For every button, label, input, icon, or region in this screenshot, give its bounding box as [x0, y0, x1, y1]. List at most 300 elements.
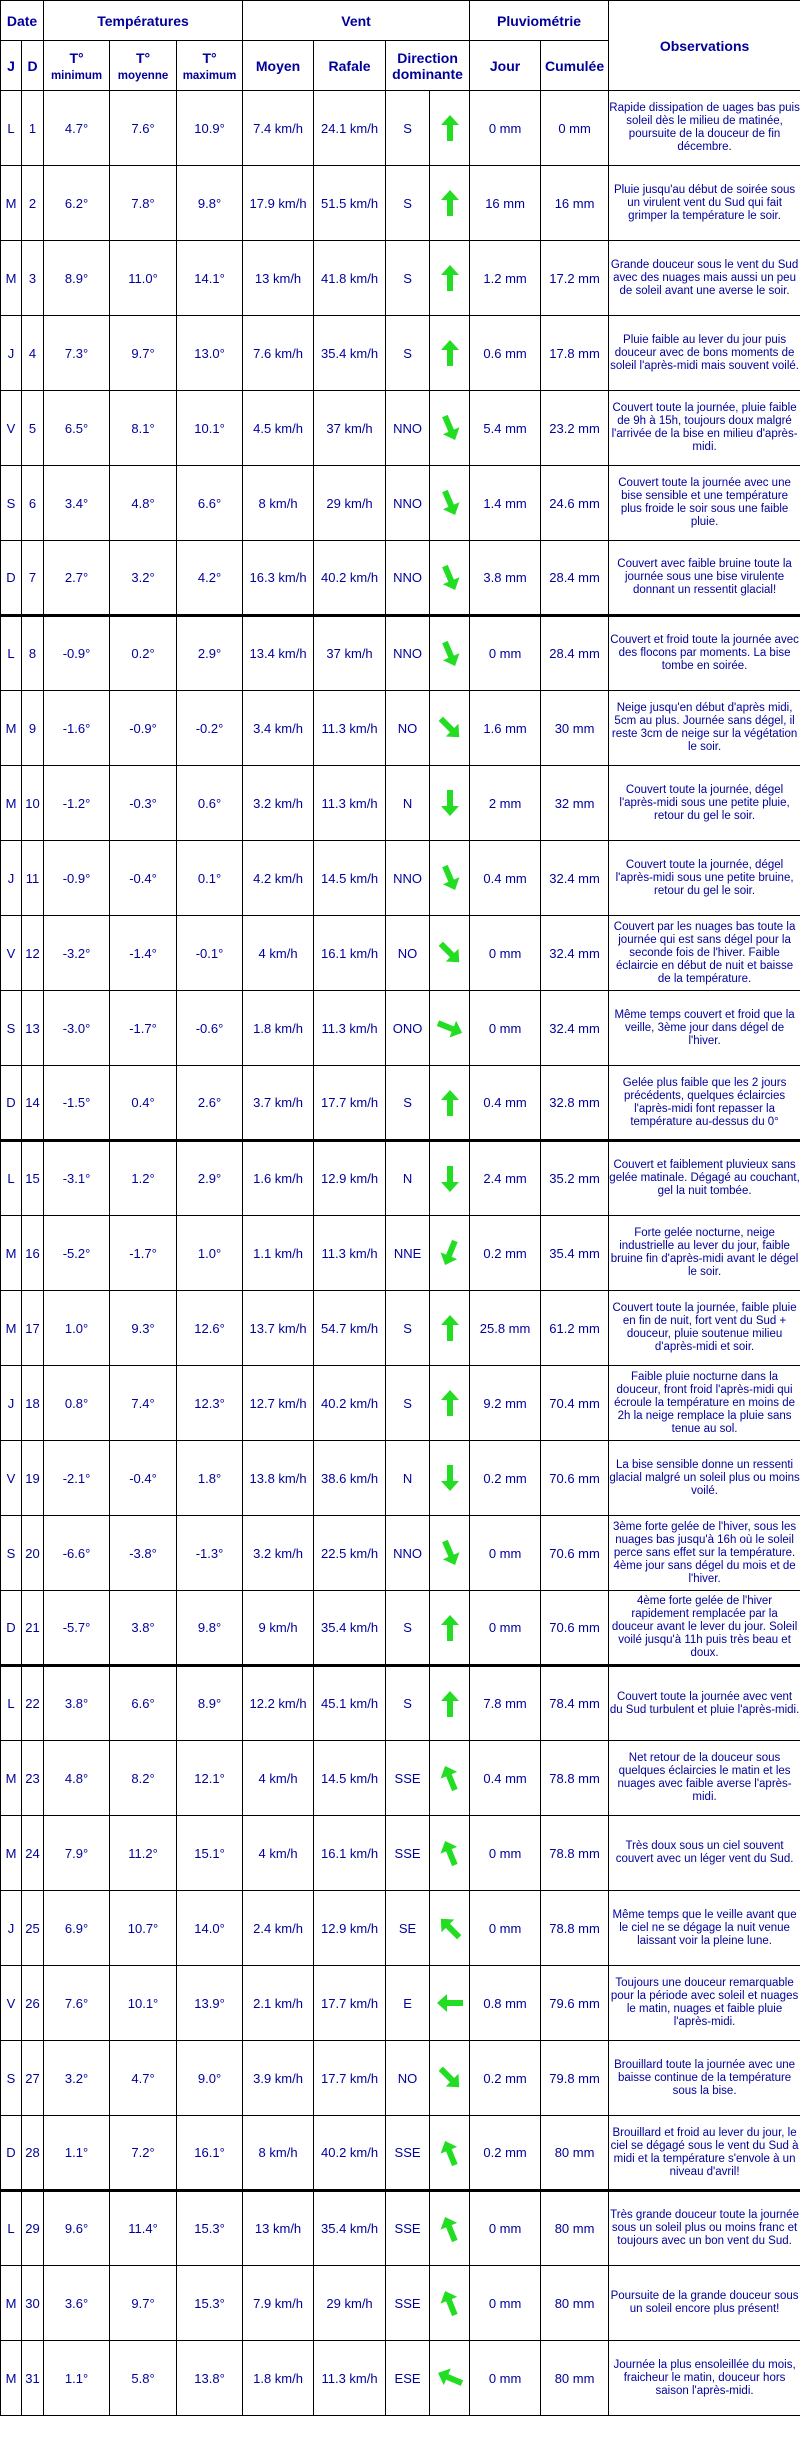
wind-direction-cell: ESE — [386, 2341, 430, 2416]
tmoy-cell: 9.3° — [110, 1291, 177, 1366]
tmin-cell: -3.0° — [44, 991, 110, 1066]
pluvio-header: Pluviométrie — [470, 1, 609, 41]
table-row — [1, 466, 800, 541]
wind-arrow-cell — [430, 2041, 470, 2116]
tmax-cell: 12.1° — [177, 1741, 243, 1816]
wind-avg-cell: 13.7 km/h — [243, 1291, 314, 1366]
observation-cell: Très grande douceur toute la journée sous un soleil plus ou moins franc et toujours avec un bon vent du Sud. — [609, 2191, 800, 2266]
wind-arrow-icon — [437, 413, 463, 443]
wind-avg-cell: 8 km/h — [243, 466, 314, 541]
wind-arrow-icon — [437, 2214, 463, 2244]
wind-direction-cell: NNE — [386, 1216, 430, 1291]
tmin-cell: 3.8° — [44, 1666, 110, 1741]
wind-arrow-cell — [430, 691, 470, 766]
tmax-cell: 15.3° — [177, 2266, 243, 2341]
wind-arrow-cell — [430, 1816, 470, 1891]
observation-cell: La bise sensible donne un ressenti glacial malgré un soleil plus ou moins voilé. — [609, 1441, 800, 1516]
wind-avg-cell: 2.1 km/h — [243, 1966, 314, 2041]
rain-day-cell: 0.2 mm — [470, 1441, 541, 1516]
tmin-cell: 3.4° — [44, 466, 110, 541]
day-letter-cell: M — [1, 2266, 22, 2341]
observations-header: Observations — [609, 1, 800, 91]
observation-cell: Brouillard et froid au lever du jour, le ciel se dégagé sous le vent du Sud à midi et la température s'envole à un niveau d'avril! — [609, 2116, 800, 2191]
wind-avg-cell: 12.7 km/h — [243, 1366, 314, 1441]
table-row — [1, 241, 800, 316]
day-number-cell: 24 — [22, 1816, 44, 1891]
wind-gust-cell: 35.4 km/h — [314, 1591, 386, 1666]
wind-gust-cell: 12.9 km/h — [314, 1141, 386, 1216]
wind-arrow-icon — [437, 113, 463, 143]
rain-day-cell: 0.8 mm — [470, 1966, 541, 2041]
observation-cell: Toujours une douceur remarquable pour la période avec soleil et nuages le matin, nuages et faible pluie l'après-midi. — [609, 1966, 800, 2041]
tmin-cell: 2.7° — [44, 541, 110, 616]
table-row — [1, 1891, 800, 1966]
day-number-cell: 4 — [22, 316, 44, 391]
tmax-cell: 2.9° — [177, 616, 243, 691]
day-number-cell: 5 — [22, 391, 44, 466]
tmoy-cell: 3.2° — [110, 541, 177, 616]
wind-gust-cell: 35.4 km/h — [314, 2191, 386, 2266]
tmoy-cell: 9.7° — [110, 2266, 177, 2341]
tmin-cell: 1.1° — [44, 2341, 110, 2416]
tmin-cell: -0.9° — [44, 841, 110, 916]
wind-arrow-cell — [430, 241, 470, 316]
tmin-cell: -1.5° — [44, 1066, 110, 1141]
observation-cell: Très doux sous un ciel souvent couvert avec un léger vent du Sud. — [609, 1816, 800, 1891]
wind-gust-cell: 14.5 km/h — [314, 1741, 386, 1816]
day-number-cell: 19 — [22, 1441, 44, 1516]
wind-arrow-icon — [437, 639, 463, 669]
day-letter-cell: J — [1, 316, 22, 391]
wind-gust-cell: 17.7 km/h — [314, 1966, 386, 2041]
day-letter-cell: S — [1, 1516, 22, 1591]
tmin-cell: 6.9° — [44, 1891, 110, 1966]
tmin-cell: -1.6° — [44, 691, 110, 766]
day-letter-cell: V — [1, 1441, 22, 1516]
day-letter-cell: L — [1, 616, 22, 691]
rain-day-cell: 0.4 mm — [470, 1066, 541, 1141]
tmax-cell: 12.3° — [177, 1366, 243, 1441]
day-letter-cell: V — [1, 916, 22, 991]
table-row — [1, 316, 800, 391]
wind-gust-cell: 29 km/h — [314, 2266, 386, 2341]
wind-arrow-icon — [437, 1313, 463, 1343]
day-number-cell: 10 — [22, 766, 44, 841]
wind-avg-cell: 7.4 km/h — [243, 91, 314, 166]
day-number-cell: 30 — [22, 2266, 44, 2341]
temperatures-header: Températures — [44, 1, 243, 41]
day-number-cell: 22 — [22, 1666, 44, 1741]
tmax-cell: 15.1° — [177, 1816, 243, 1891]
tmin-cell: 9.6° — [44, 2191, 110, 2266]
tmin-header-top: T° — [69, 49, 84, 66]
rain-day-cell: 0.2 mm — [470, 1216, 541, 1291]
wind-arrow-icon — [437, 2138, 463, 2168]
rain-cumul-cell: 79.6 mm — [541, 1966, 609, 2041]
table-row — [1, 2041, 800, 2116]
tmax-cell: 13.9° — [177, 1966, 243, 2041]
day-number-cell: 12 — [22, 916, 44, 991]
table-row — [1, 1141, 800, 1216]
wind-arrow-icon — [437, 863, 463, 893]
tmoy-cell: 8.1° — [110, 391, 177, 466]
table-row — [1, 91, 800, 166]
rain-cumul-cell: 32.4 mm — [541, 916, 609, 991]
rain-cumul-cell: 80 mm — [541, 2116, 609, 2191]
day-letter-cell: M — [1, 166, 22, 241]
tmin-cell: -3.2° — [44, 916, 110, 991]
observation-cell: Neige jusqu'en début d'après midi, 5cm au plus. Journée sans dégel, il reste 3cm de neige sur la végétation le soir. — [609, 691, 800, 766]
day-letter-cell: M — [1, 1741, 22, 1816]
rain-cumul-cell: 16 mm — [541, 166, 609, 241]
tmoy-cell: 3.8° — [110, 1591, 177, 1666]
day-letter-cell: D — [1, 1591, 22, 1666]
tmoy-cell: 7.2° — [110, 2116, 177, 2191]
tmax-cell: 2.9° — [177, 1141, 243, 1216]
tmax-cell: 13.8° — [177, 2341, 243, 2416]
wind-avg-cell: 4 km/h — [243, 1816, 314, 1891]
tmax-cell: 13.0° — [177, 316, 243, 391]
day-number-cell: 16 — [22, 1216, 44, 1291]
wind-gust-cell: 37 km/h — [314, 391, 386, 466]
table-row — [1, 166, 800, 241]
cumulee-header: Cumulée — [541, 41, 609, 91]
day-letter-cell: L — [1, 1666, 22, 1741]
observation-cell: Couvert et froid toute la journée avec des flocons par moments. La bise tombe en soirée. — [609, 616, 800, 691]
day-number-cell: 21 — [22, 1591, 44, 1666]
rain-cumul-cell: 80 mm — [541, 2266, 609, 2341]
wind-avg-cell: 9 km/h — [243, 1591, 314, 1666]
tmoy-cell: 1.2° — [110, 1141, 177, 1216]
rain-day-cell: 0.4 mm — [470, 841, 541, 916]
wind-arrow-cell — [430, 766, 470, 841]
wind-direction-cell: S — [386, 1066, 430, 1141]
rain-day-cell: 0 mm — [470, 2341, 541, 2416]
observation-cell: Poursuite de la grande douceur sous un soleil encore plus présent! — [609, 2266, 800, 2341]
wind-arrow-cell — [430, 841, 470, 916]
wind-direction-cell: NNO — [386, 541, 430, 616]
rain-day-cell: 0.4 mm — [470, 1741, 541, 1816]
tmoy-cell: 10.1° — [110, 1966, 177, 2041]
tmoy-cell: -0.4° — [110, 1441, 177, 1516]
tmax-cell: 0.1° — [177, 841, 243, 916]
tmin-cell: 4.8° — [44, 1741, 110, 1816]
table-row — [1, 616, 800, 691]
wind-arrow-icon — [437, 188, 463, 218]
tmin-cell: 7.6° — [44, 1966, 110, 2041]
rain-cumul-cell: 70.4 mm — [541, 1366, 609, 1441]
wind-avg-cell: 1.8 km/h — [243, 2341, 314, 2416]
rain-day-cell: 0 mm — [470, 1516, 541, 1591]
rain-day-cell: 2 mm — [470, 766, 541, 841]
tmax-cell: 4.2° — [177, 541, 243, 616]
wind-gust-cell: 17.7 km/h — [314, 1066, 386, 1141]
wind-gust-cell: 41.8 km/h — [314, 241, 386, 316]
wind-direction-cell: SSE — [386, 2191, 430, 2266]
wind-avg-cell: 1.8 km/h — [243, 991, 314, 1066]
wind-arrow-icon — [437, 1763, 463, 1793]
day-number-cell: 11 — [22, 841, 44, 916]
direction-header — [386, 41, 470, 91]
rain-cumul-cell: 23.2 mm — [541, 391, 609, 466]
wind-gust-cell: 40.2 km/h — [314, 2116, 386, 2191]
wind-arrow-cell — [430, 2116, 470, 2191]
rain-day-cell: 0.6 mm — [470, 316, 541, 391]
wind-arrow-icon — [437, 1463, 463, 1493]
table-row — [1, 1816, 800, 1891]
wind-direction-cell: N — [386, 1441, 430, 1516]
table-row — [1, 1066, 800, 1141]
tmax-cell: 15.3° — [177, 2191, 243, 2266]
day-letter-cell: D — [1, 2116, 22, 2191]
wind-gust-cell: 35.4 km/h — [314, 316, 386, 391]
day-letter-cell: S — [1, 2041, 22, 2116]
observation-cell: 3ème forte gelée de l'hiver, sous les nuages bas jusqu'à 16h où le soleil perce sans effet sur la température. 4ème jour sans dégel du mois et de l'hiver. — [609, 1516, 800, 1591]
day-letter-cell: J — [1, 1366, 22, 1441]
wind-gust-cell: 16.1 km/h — [314, 1816, 386, 1891]
wind-arrow-cell — [430, 1666, 470, 1741]
wind-arrow-cell — [430, 1441, 470, 1516]
wind-gust-cell: 51.5 km/h — [314, 166, 386, 241]
wind-direction-cell: N — [386, 766, 430, 841]
tmin-cell: 8.9° — [44, 241, 110, 316]
tmoy-cell: -1.7° — [110, 991, 177, 1066]
wind-arrow-icon — [437, 938, 463, 968]
rain-day-cell: 0 mm — [470, 1891, 541, 1966]
table-row — [1, 691, 800, 766]
day-letter-cell: M — [1, 1816, 22, 1891]
wind-gust-cell: 11.3 km/h — [314, 691, 386, 766]
rain-day-cell: 0.2 mm — [470, 2041, 541, 2116]
observation-cell: Brouillard toute la journée avec une baisse continue de la température sous la bise. — [609, 2041, 800, 2116]
rain-cumul-cell: 35.2 mm — [541, 1141, 609, 1216]
wind-arrow-icon — [437, 1538, 463, 1568]
wind-direction-cell: NNO — [386, 841, 430, 916]
day-number-cell: 28 — [22, 2116, 44, 2191]
wind-arrow-icon — [437, 1689, 463, 1719]
wind-direction-cell: E — [386, 1966, 430, 2041]
wind-direction-cell: S — [386, 1591, 430, 1666]
tmin-cell: 7.3° — [44, 316, 110, 391]
table-row — [1, 766, 800, 841]
wind-gust-cell: 45.1 km/h — [314, 1666, 386, 1741]
day-number-cell: 17 — [22, 1291, 44, 1366]
day-number-cell: 18 — [22, 1366, 44, 1441]
tmax-cell: 14.0° — [177, 1891, 243, 1966]
wind-avg-cell: 1.6 km/h — [243, 1141, 314, 1216]
wind-arrow-icon — [437, 563, 463, 593]
rain-cumul-cell: 17.2 mm — [541, 241, 609, 316]
wind-avg-cell: 12.2 km/h — [243, 1666, 314, 1741]
tmax-cell: 1.8° — [177, 1441, 243, 1516]
table-row — [1, 1366, 800, 1441]
day-number-cell: 26 — [22, 1966, 44, 2041]
rain-cumul-cell: 61.2 mm — [541, 1291, 609, 1366]
rain-day-cell: 0 mm — [470, 616, 541, 691]
jour-header: Jour — [470, 41, 541, 91]
table-row — [1, 541, 800, 616]
rain-day-cell: 1.2 mm — [470, 241, 541, 316]
day-letter-cell: S — [1, 991, 22, 1066]
observation-cell: Rapide dissipation de uages bas puis soleil dès le milieu de matinée, poursuite de la douceur de fin décembre. — [609, 91, 800, 166]
observation-cell: Couvert et faiblement pluvieux sans gelée matinale. Dégagé au couchant, gel la nuit tombée. — [609, 1141, 800, 1216]
tmin-cell: -5.2° — [44, 1216, 110, 1291]
wind-avg-cell: 2.4 km/h — [243, 1891, 314, 1966]
tmin-cell: -5.7° — [44, 1591, 110, 1666]
tmax-cell: 10.1° — [177, 391, 243, 466]
tmax-cell: 14.1° — [177, 241, 243, 316]
wind-direction-cell: NNO — [386, 391, 430, 466]
observation-cell: Forte gelée nocturne, neige industrielle au lever du jour, faible bruine fin d'après-midi avant le dégel le soir. — [609, 1216, 800, 1291]
wind-direction-cell: SE — [386, 1891, 430, 1966]
tmax-cell: 9.8° — [177, 166, 243, 241]
tmoy-header-bottom: moyenne — [117, 69, 169, 82]
wind-arrow-cell — [430, 541, 470, 616]
table-row — [1, 1516, 800, 1591]
day-number-cell: 2 — [22, 166, 44, 241]
tmoy-cell: 8.2° — [110, 1741, 177, 1816]
tmoy-cell: 7.8° — [110, 166, 177, 241]
rain-day-cell: 5.4 mm — [470, 391, 541, 466]
tmin-cell: 6.2° — [44, 166, 110, 241]
day-letter-cell: L — [1, 1141, 22, 1216]
tmin-header — [44, 41, 110, 91]
wind-arrow-icon — [437, 2288, 463, 2318]
wind-direction-cell: NNO — [386, 616, 430, 691]
tmoy-cell: 11.2° — [110, 1816, 177, 1891]
wind-direction-cell: N — [386, 1141, 430, 1216]
tmin-cell: -3.1° — [44, 1141, 110, 1216]
rain-day-cell: 0 mm — [470, 916, 541, 991]
rain-cumul-cell: 35.4 mm — [541, 1216, 609, 1291]
day-number-cell: 9 — [22, 691, 44, 766]
day-letter-cell: L — [1, 2191, 22, 2266]
day-letter-cell: D — [1, 541, 22, 616]
direction-header-bottom: dominante — [392, 65, 463, 82]
rain-cumul-cell: 80 mm — [541, 2341, 609, 2416]
observation-cell: Même temps couvert et froid que la veille, 3ème jour dans dégel de l'hiver. — [609, 991, 800, 1066]
wind-direction-cell: NO — [386, 2041, 430, 2116]
observation-cell: Grande douceur sous le vent du Sud avec des nuages mais aussi un peu de soleil avant une averse le soir. — [609, 241, 800, 316]
day-letter-cell: D — [1, 1066, 22, 1141]
tmin-cell: 6.5° — [44, 391, 110, 466]
wind-arrow-icon — [437, 1613, 463, 1643]
table-row — [1, 991, 800, 1066]
tmax-cell: -0.1° — [177, 916, 243, 991]
tmax-cell: 1.0° — [177, 1216, 243, 1291]
wind-arrow-cell — [430, 1141, 470, 1216]
tmin-cell: 4.7° — [44, 91, 110, 166]
wind-arrow-icon — [437, 713, 463, 743]
wind-gust-cell: 17.7 km/h — [314, 2041, 386, 2116]
wind-arrow-icon — [437, 488, 463, 518]
observation-cell: Couvert toute la journée, faible pluie en fin de nuit, fort vent du Sud + douceur, pluie soutenue milieu d'après-midi et soir. — [609, 1291, 800, 1366]
rain-cumul-cell: 78.8 mm — [541, 1816, 609, 1891]
tmax-cell: 6.6° — [177, 466, 243, 541]
wind-direction-cell: S — [386, 91, 430, 166]
table-row — [1, 1666, 800, 1741]
wind-avg-cell: 13.8 km/h — [243, 1441, 314, 1516]
day-number-cell: 3 — [22, 241, 44, 316]
wind-direction-cell: NNO — [386, 466, 430, 541]
wind-gust-cell: 12.9 km/h — [314, 1891, 386, 1966]
wind-arrow-icon — [437, 1913, 463, 1943]
wind-avg-cell: 3.7 km/h — [243, 1066, 314, 1141]
day-number-cell: 1 — [22, 91, 44, 166]
wind-arrow-icon — [437, 1238, 463, 1268]
observation-cell: Couvert avec faible bruine toute la journée sous une bise virulente donnant un ressentit glacial! — [609, 541, 800, 616]
tmax-cell: 9.8° — [177, 1591, 243, 1666]
rain-cumul-cell: 24.6 mm — [541, 466, 609, 541]
tmin-cell: -0.9° — [44, 616, 110, 691]
observation-cell: Couvert toute la journée, pluie faible de 9h à 15h, toujours doux malgré l'arrivée de la bise en milieu d'après-midi. — [609, 391, 800, 466]
table-row — [1, 1291, 800, 1366]
wind-arrow-cell — [430, 166, 470, 241]
tmoy-cell: -0.9° — [110, 691, 177, 766]
observation-cell: Net retour de la douceur sous quelques éclaircies le matin et les nuages avec faible averse l'après-midi. — [609, 1741, 800, 1816]
table-row — [1, 2191, 800, 2266]
observation-cell: Gelée plus faible que les 2 jours précédents, quelques éclaircies l'après-midi font repasser la température au-dessus du 0° — [609, 1066, 800, 1141]
wind-avg-cell: 8 km/h — [243, 2116, 314, 2191]
day-number-cell: 15 — [22, 1141, 44, 1216]
wind-avg-cell: 3.2 km/h — [243, 766, 314, 841]
wind-direction-cell: S — [386, 1366, 430, 1441]
wind-avg-cell: 3.9 km/h — [243, 2041, 314, 2116]
tmoy-cell: 0.2° — [110, 616, 177, 691]
day-number-cell: 31 — [22, 2341, 44, 2416]
wind-avg-cell: 17.9 km/h — [243, 166, 314, 241]
day-letter-header: J — [1, 41, 22, 91]
tmoy-header-top: T° — [135, 49, 151, 66]
wind-arrow-cell — [430, 1966, 470, 2041]
rain-day-cell: 0 mm — [470, 1591, 541, 1666]
rain-day-cell: 0 mm — [470, 1816, 541, 1891]
tmin-cell: -1.2° — [44, 766, 110, 841]
rain-day-cell: 16 mm — [470, 166, 541, 241]
wind-arrow-cell — [430, 1516, 470, 1591]
tmax-cell: 10.9° — [177, 91, 243, 166]
observation-cell: Couvert toute la journée avec une bise sensible et une température plus froide le soir sous une faible pluie. — [609, 466, 800, 541]
tmoy-cell: -3.8° — [110, 1516, 177, 1591]
wind-arrow-cell — [430, 616, 470, 691]
tmoy-cell: -0.3° — [110, 766, 177, 841]
tmoy-cell: 7.6° — [110, 91, 177, 166]
wind-gust-cell: 29 km/h — [314, 466, 386, 541]
wind-arrow-icon — [437, 2363, 463, 2393]
wind-avg-cell: 1.1 km/h — [243, 1216, 314, 1291]
observation-cell: 4ème forte gelée de l'hiver rapidement remplacée par la douceur avant le lever du jour. Soleil voilé jusqu'à 11h puis très beau et doux. — [609, 1591, 800, 1666]
wind-arrow-icon — [437, 263, 463, 293]
wind-direction-cell: SSE — [386, 1741, 430, 1816]
rain-cumul-cell: 32.4 mm — [541, 991, 609, 1066]
rain-cumul-cell: 32.4 mm — [541, 841, 609, 916]
wind-gust-cell: 37 km/h — [314, 616, 386, 691]
wind-avg-cell: 4 km/h — [243, 1741, 314, 1816]
table-row — [1, 391, 800, 466]
wind-arrow-cell — [430, 1216, 470, 1291]
rafale-header: Rafale — [314, 41, 386, 91]
rain-cumul-cell: 28.4 mm — [541, 541, 609, 616]
wind-arrow-icon — [437, 338, 463, 368]
tmoy-cell: 4.8° — [110, 466, 177, 541]
day-letter-cell: J — [1, 1891, 22, 1966]
tmoy-cell: 11.0° — [110, 241, 177, 316]
wind-gust-cell: 16.1 km/h — [314, 916, 386, 991]
wind-avg-cell: 7.9 km/h — [243, 2266, 314, 2341]
wind-arrow-cell — [430, 2341, 470, 2416]
observation-cell: Couvert par les nuages bas toute la journée qui est sans dégel pour la seconde fois de l'hiver. Faible éclaircie en début de nuit et baisse de la température. — [609, 916, 800, 991]
wind-arrow-cell — [430, 916, 470, 991]
